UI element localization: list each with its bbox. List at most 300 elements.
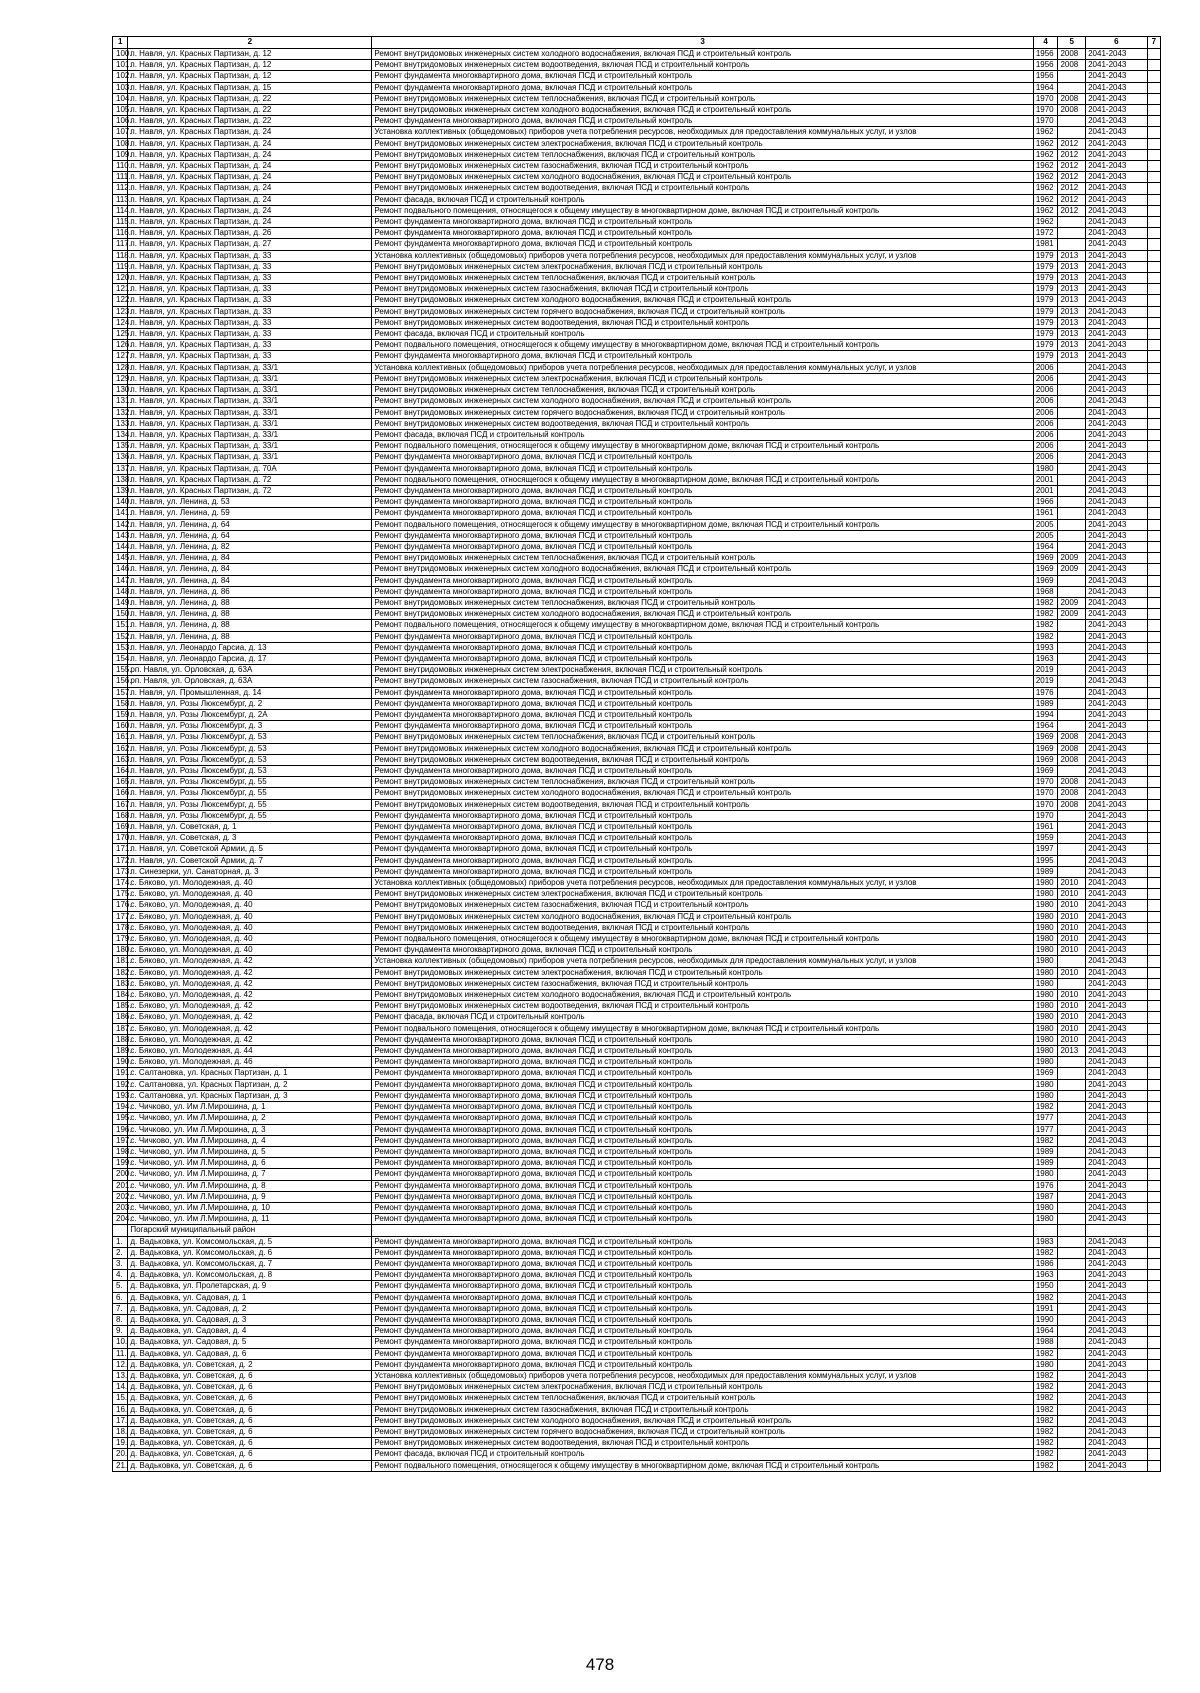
blank-cell [1147, 788, 1160, 799]
planned-period-cell: 2041-2043 [1086, 1158, 1148, 1169]
table-row [113, 1303, 1161, 1314]
row-number-cell: 130. [113, 385, 128, 396]
year-built-cell: 1982 [1033, 1247, 1058, 1258]
year-built-cell: 1982 [1033, 631, 1058, 642]
work-type-cell: Ремонт внутридомовых инженерных систем холодного водоснабжения, включая ПСД и строительный контроль [372, 295, 1033, 306]
blank-cell [1147, 1001, 1160, 1012]
address-cell: п. Навля, ул. Красных Партизан, д. 24 [128, 127, 372, 138]
planned-period-cell: 2041-2043 [1086, 1359, 1148, 1370]
row-number-cell: 151. [113, 620, 128, 631]
row-number-cell: 191. [113, 1068, 128, 1079]
table-row [113, 1270, 1161, 1281]
address-cell: п. Навля, ул. Красных Партизан, д. 33/1 [128, 385, 372, 396]
blank-cell [1147, 1158, 1160, 1169]
year-built-cell: 1969 [1033, 743, 1058, 754]
row-number-cell: 175. [113, 889, 128, 900]
work-type-cell: Ремонт внутридомовых инженерных систем холодного водоснабжения, включая ПСД и строительный контроль [372, 990, 1033, 1001]
last-repair-year-cell: 2013 [1058, 284, 1086, 295]
year-built-cell: 1980 [1033, 1001, 1058, 1012]
blank-cell [1147, 1314, 1160, 1325]
row-number-cell: 120. [113, 273, 128, 284]
work-type-cell: Ремонт фундамента многоквартирного дома, включая ПСД и строительный контроль [372, 71, 1033, 82]
table-row [113, 1404, 1161, 1415]
last-repair-year-cell [1058, 1449, 1086, 1460]
blank-cell [1147, 922, 1160, 933]
blank-cell [1147, 452, 1160, 463]
address-cell: рп. Навля, ул. Орловская, д. 63А [128, 676, 372, 687]
address-cell: д. Вадьковка, ул. Садовая, д. 6 [128, 1348, 372, 1359]
row-number-cell: 3. [113, 1258, 128, 1269]
work-type-cell: Ремонт внутридомовых инженерных систем водоотведения, включая ПСД и строительный контроль [372, 183, 1033, 194]
row-number-cell: 104. [113, 93, 128, 104]
address-cell: д. Вадьковка, ул. Советская, д. 6 [128, 1404, 372, 1415]
table-row [113, 351, 1161, 362]
row-number-cell: 7. [113, 1303, 128, 1314]
row-number-cell: 181. [113, 956, 128, 967]
table-row [113, 586, 1161, 597]
last-repair-year-cell [1058, 698, 1086, 709]
address-cell: п. Навля, ул. Красных Партизан, д. 33 [128, 317, 372, 328]
address-cell: д. Вадьковка, ул. Советская, д. 6 [128, 1449, 372, 1460]
address-cell: с. Бяково, ул. Молодежная, д. 42 [128, 978, 372, 989]
last-repair-year-cell [1058, 541, 1086, 552]
year-built-cell: 1995 [1033, 855, 1058, 866]
row-number-cell: 114. [113, 205, 128, 216]
row-number-cell: 171. [113, 844, 128, 855]
table-row [113, 1337, 1161, 1348]
blank-cell [1147, 990, 1160, 1001]
address-cell: с. Бяково, ул. Молодежная, д. 42 [128, 967, 372, 978]
row-number-cell: 178. [113, 922, 128, 933]
year-built-cell: 1969 [1033, 766, 1058, 777]
table-row [113, 597, 1161, 608]
address-cell: п. Навля, ул. Ленина, д. 64 [128, 519, 372, 530]
planned-period-cell: 2041-2043 [1086, 1191, 1148, 1202]
address-cell: п. Навля, ул. Розы Люксембург, д. 55 [128, 810, 372, 821]
year-built-cell: 1980 [1033, 956, 1058, 967]
blank-cell [1147, 239, 1160, 250]
table-row [113, 161, 1161, 172]
year-built-cell: 1970 [1033, 116, 1058, 127]
planned-period-cell: 2041-2043 [1086, 1258, 1148, 1269]
table-body [113, 49, 1161, 1472]
year-built-cell: 2006 [1033, 362, 1058, 373]
table-row [113, 866, 1161, 877]
year-built-cell: 1979 [1033, 306, 1058, 317]
address-cell: п. Навля, ул. Красных Партизан, д. 33 [128, 329, 372, 340]
planned-period-cell: 2041-2043 [1086, 329, 1148, 340]
table-cell [113, 1225, 128, 1236]
column-header: 5 [1058, 37, 1086, 49]
work-type-cell: Ремонт внутридомовых инженерных систем холодного водоснабжения, включая ПСД и строительный контроль [372, 743, 1033, 754]
planned-period-cell: 2041-2043 [1086, 317, 1148, 328]
planned-period-cell: 2041-2043 [1086, 1124, 1148, 1135]
planned-period-cell: 2041-2043 [1086, 1292, 1148, 1303]
year-built-cell: 1989 [1033, 1158, 1058, 1169]
last-repair-year-cell [1058, 1191, 1086, 1202]
row-number-cell: 119. [113, 261, 128, 272]
blank-cell [1147, 1359, 1160, 1370]
work-type-cell: Ремонт внутридомовых инженерных систем электроснабжения, включая ПСД и строительный контроль [372, 665, 1033, 676]
blank-cell [1147, 1068, 1160, 1079]
row-number-cell: 137. [113, 463, 128, 474]
blank-cell [1147, 810, 1160, 821]
last-repair-year-cell [1058, 463, 1086, 474]
work-type-cell: Ремонт подвального помещения, относящегося к общему имуществу в многоквартирном доме, включая ПСД и строительный контроль [372, 205, 1033, 216]
last-repair-year-cell [1058, 687, 1086, 698]
work-type-cell: Ремонт фундамента многоквартирного дома, включая ПСД и строительный контроль [372, 1314, 1033, 1325]
address-cell: с. Бяково, ул. Молодежная, д. 40 [128, 900, 372, 911]
planned-period-cell: 2041-2043 [1086, 620, 1148, 631]
row-number-cell: 148. [113, 586, 128, 597]
row-number-cell: 201. [113, 1180, 128, 1191]
planned-period-cell: 2041-2043 [1086, 161, 1148, 172]
row-number-cell: 1. [113, 1236, 128, 1247]
last-repair-year-cell [1058, 978, 1086, 989]
last-repair-year-cell [1058, 508, 1086, 519]
row-number-cell: 21. [113, 1460, 128, 1471]
planned-period-cell: 2041-2043 [1086, 1180, 1148, 1191]
row-number-cell: 167. [113, 799, 128, 810]
year-built-cell: 1989 [1033, 1146, 1058, 1157]
blank-cell [1147, 385, 1160, 396]
year-built-cell: 1962 [1033, 194, 1058, 205]
table-row [113, 878, 1161, 889]
row-number-cell: 110. [113, 161, 128, 172]
table-row [113, 1438, 1161, 1449]
work-type-cell: Ремонт фундамента многоквартирного дома, включая ПСД и строительный контроль [372, 1270, 1033, 1281]
row-number-cell: 126. [113, 340, 128, 351]
year-built-cell: 1964 [1033, 82, 1058, 93]
row-number-cell: 161. [113, 732, 128, 743]
row-number-cell: 118. [113, 250, 128, 261]
address-cell: с. Бяково, ул. Молодежная, д. 40 [128, 911, 372, 922]
table-row [113, 373, 1161, 384]
planned-period-cell: 2041-2043 [1086, 1090, 1148, 1101]
year-built-cell: 2006 [1033, 407, 1058, 418]
address-cell: с. Бяково, ул. Молодежная, д. 40 [128, 934, 372, 945]
year-built-cell: 1964 [1033, 721, 1058, 732]
address-cell: п. Навля, ул. Ленина, д. 64 [128, 530, 372, 541]
year-built-cell: 1977 [1033, 1124, 1058, 1135]
blank-cell [1147, 665, 1160, 676]
planned-period-cell: 2041-2043 [1086, 1303, 1148, 1314]
planned-period-cell: 2041-2043 [1086, 1393, 1148, 1404]
table-row [113, 82, 1161, 93]
address-cell: д. Вадьковка, ул. Советская, д. 6 [128, 1370, 372, 1381]
row-number-cell: 194. [113, 1102, 128, 1113]
last-repair-year-cell: 2010 [1058, 1001, 1086, 1012]
work-type-cell: Ремонт фундамента многоквартирного дома, включая ПСД и строительный контроль [372, 1090, 1033, 1101]
work-type-cell: Ремонт фундамента многоквартирного дома, включая ПСД и строительный контроль [372, 485, 1033, 496]
blank-cell [1147, 273, 1160, 284]
blank-cell [1147, 149, 1160, 160]
work-type-cell: Ремонт фундамента многоквартирного дома, включая ПСД и строительный контроль [372, 822, 1033, 833]
last-repair-year-cell [1058, 82, 1086, 93]
planned-period-cell: 2041-2043 [1086, 1001, 1148, 1012]
year-built-cell: 1979 [1033, 295, 1058, 306]
planned-period-cell: 2041-2043 [1086, 721, 1148, 732]
year-built-cell: 1982 [1033, 1426, 1058, 1437]
year-built-cell: 1980 [1033, 1023, 1058, 1034]
year-built-cell: 1982 [1033, 1415, 1058, 1426]
last-repair-year-cell [1058, 1370, 1086, 1381]
work-type-cell: Ремонт внутридомовых инженерных систем электроснабжения, включая ПСД и строительный контроль [372, 261, 1033, 272]
table-row [113, 642, 1161, 653]
work-type-cell: Ремонт подвального помещения, относящегося к общему имуществу в многоквартирном доме, включая ПСД и строительный контроль [372, 441, 1033, 452]
address-cell: п. Навля, ул. Красных Партизан, д. 33 [128, 340, 372, 351]
planned-period-cell: 2041-2043 [1086, 1113, 1148, 1124]
planned-period-cell: 2041-2043 [1086, 900, 1148, 911]
planned-period-cell: 2041-2043 [1086, 777, 1148, 788]
blank-cell [1147, 1426, 1160, 1437]
planned-period-cell: 2041-2043 [1086, 788, 1148, 799]
last-repair-year-cell [1058, 631, 1086, 642]
planned-period-cell: 2041-2043 [1086, 362, 1148, 373]
work-type-cell: Ремонт внутридомовых инженерных систем электроснабжения, включая ПСД и строительный контроль [372, 889, 1033, 900]
row-number-cell: 162. [113, 743, 128, 754]
last-repair-year-cell [1058, 1079, 1086, 1090]
address-cell: п. Навля, ул. Розы Люксембург, д. 53 [128, 743, 372, 754]
planned-period-cell: 2041-2043 [1086, 530, 1148, 541]
blank-cell [1147, 116, 1160, 127]
address-cell: п. Навля, ул. Красных Партизан, д. 33 [128, 284, 372, 295]
table-row [113, 743, 1161, 754]
row-number-cell: 144. [113, 541, 128, 552]
year-built-cell: 1970 [1033, 105, 1058, 116]
year-built-cell: 1963 [1033, 1270, 1058, 1281]
table-row [113, 575, 1161, 586]
work-type-cell: Ремонт внутридомовых инженерных систем водоотведения, включая ПСД и строительный контроль [372, 1438, 1033, 1449]
row-number-cell: 169. [113, 822, 128, 833]
blank-cell [1147, 1034, 1160, 1045]
planned-period-cell: 2041-2043 [1086, 239, 1148, 250]
year-built-cell: 2006 [1033, 373, 1058, 384]
row-number-cell: 199. [113, 1158, 128, 1169]
blank-cell [1147, 317, 1160, 328]
row-number-cell: 20. [113, 1449, 128, 1460]
last-repair-year-cell [1058, 385, 1086, 396]
year-built-cell: 1962 [1033, 161, 1058, 172]
work-type-cell: Ремонт фундамента многоквартирного дома, включая ПСД и строительный контроль [372, 631, 1033, 642]
column-header: 7 [1147, 37, 1160, 49]
blank-cell [1147, 1113, 1160, 1124]
address-cell: с. Чичково, ул. Им Л.Мирошина, д. 4 [128, 1135, 372, 1146]
row-number-cell: 192. [113, 1079, 128, 1090]
address-cell: п. Навля, ул. Красных Партизан, д. 33/1 [128, 373, 372, 384]
row-number-cell: 156. [113, 676, 128, 687]
work-type-cell: Ремонт внутридомовых инженерных систем холодного водоснабжения, включая ПСД и строительный контроль [372, 911, 1033, 922]
last-repair-year-cell [1058, 810, 1086, 821]
table-row [113, 822, 1161, 833]
row-number-cell: 187. [113, 1023, 128, 1034]
address-cell: д. Вадьковка, ул. Советская, д. 6 [128, 1438, 372, 1449]
work-type-cell: Ремонт внутридомовых инженерных систем теплоснабжения, включая ПСД и строительный контроль [372, 385, 1033, 396]
row-number-cell: 129. [113, 373, 128, 384]
year-built-cell: 1980 [1033, 1359, 1058, 1370]
row-number-cell: 183. [113, 978, 128, 989]
row-number-cell: 159. [113, 709, 128, 720]
planned-period-cell: 2041-2043 [1086, 116, 1148, 127]
blank-cell [1147, 732, 1160, 743]
table-row [113, 497, 1161, 508]
blank-cell [1147, 217, 1160, 228]
year-built-cell: 1981 [1033, 239, 1058, 250]
blank-cell [1147, 642, 1160, 653]
table-row [113, 1247, 1161, 1258]
planned-period-cell: 2041-2043 [1086, 1079, 1148, 1090]
year-built-cell: 1980 [1033, 463, 1058, 474]
last-repair-year-cell [1058, 1348, 1086, 1359]
work-type-cell: Ремонт внутридомовых инженерных систем теплоснабжения, включая ПСД и строительный контроль [372, 732, 1033, 743]
row-number-cell: 11. [113, 1348, 128, 1359]
row-number-cell: 140. [113, 497, 128, 508]
last-repair-year-cell [1058, 642, 1086, 653]
year-built-cell: 1966 [1033, 497, 1058, 508]
address-cell: д. Вадьковка, ул. Комсомольская, д. 7 [128, 1258, 372, 1269]
year-built-cell: 1982 [1033, 1135, 1058, 1146]
blank-cell [1147, 1326, 1160, 1337]
planned-period-cell: 2041-2043 [1086, 441, 1148, 452]
work-type-cell: Ремонт фундамента многоквартирного дома, включая ПСД и строительный контроль [372, 1292, 1033, 1303]
blank-cell [1147, 687, 1160, 698]
table-row [113, 922, 1161, 933]
address-cell: п. Навля, ул. Красных Партизан, д. 33 [128, 295, 372, 306]
work-type-cell: Ремонт внутридомовых инженерных систем теплоснабжения, включая ПСД и строительный контроль [372, 1393, 1033, 1404]
address-cell: п. Навля, ул. Красных Партизан, д. 24 [128, 138, 372, 149]
document-sheet [112, 36, 1161, 1472]
table-row [113, 1034, 1161, 1045]
year-built-cell: 1979 [1033, 284, 1058, 295]
last-repair-year-cell [1058, 1113, 1086, 1124]
work-type-cell: Ремонт фундамента многоквартирного дома, включая ПСД и строительный контроль [372, 1348, 1033, 1359]
section-row [113, 1225, 1161, 1236]
planned-period-cell: 2041-2043 [1086, 138, 1148, 149]
planned-period-cell: 2041-2043 [1086, 653, 1148, 664]
blank-cell [1147, 777, 1160, 788]
last-repair-year-cell [1058, 653, 1086, 664]
last-repair-year-cell [1058, 1382, 1086, 1393]
address-cell: п. Навля, ул. Советская, д. 1 [128, 822, 372, 833]
planned-period-cell: 2041-2043 [1086, 1449, 1148, 1460]
work-type-cell: Ремонт фундамента многоквартирного дома, включая ПСД и строительный контроль [372, 1326, 1033, 1337]
planned-period-cell: 2041-2043 [1086, 1236, 1148, 1247]
work-type-cell: Ремонт внутридомовых инженерных систем водоотведения, включая ПСД и строительный контроль [372, 317, 1033, 328]
planned-period-cell: 2041-2043 [1086, 911, 1148, 922]
row-number-cell: 195. [113, 1113, 128, 1124]
address-cell: п. Навля, ул. Ленина, д. 88 [128, 631, 372, 642]
address-cell: п. Навля, ул. Розы Люксембург, д. 53 [128, 766, 372, 777]
table-row [113, 1001, 1161, 1012]
table-row [113, 564, 1161, 575]
row-number-cell: 115. [113, 217, 128, 228]
year-built-cell: 1962 [1033, 127, 1058, 138]
year-built-cell: 1982 [1033, 1370, 1058, 1381]
row-number-cell: 135. [113, 441, 128, 452]
year-built-cell: 1962 [1033, 138, 1058, 149]
table-row [113, 1113, 1161, 1124]
row-number-cell: 153. [113, 642, 128, 653]
row-number-cell: 176. [113, 900, 128, 911]
work-type-cell: Ремонт внутридомовых инженерных систем газоснабжения, включая ПСД и строительный контроль [372, 900, 1033, 911]
row-number-cell: 198. [113, 1146, 128, 1157]
last-repair-year-cell [1058, 1214, 1086, 1225]
table-row [113, 1202, 1161, 1213]
table-row [113, 1426, 1161, 1437]
last-repair-year-cell: 2012 [1058, 172, 1086, 183]
address-cell: п. Навля, ул. Красных Партизан, д. 22 [128, 105, 372, 116]
year-built-cell: 1982 [1033, 620, 1058, 631]
row-number-cell: 150. [113, 609, 128, 620]
address-cell: д. Вадьковка, ул. Советская, д. 6 [128, 1415, 372, 1426]
year-built-cell: 1989 [1033, 698, 1058, 709]
work-type-cell: Ремонт фундамента многоквартирного дома, включая ПСД и строительный контроль [372, 1146, 1033, 1157]
table-row [113, 116, 1161, 127]
planned-period-cell: 2041-2043 [1086, 799, 1148, 810]
address-cell: п. Навля, ул. Ленина, д. 88 [128, 597, 372, 608]
planned-period-cell: 2041-2043 [1086, 217, 1148, 228]
year-built-cell: 1993 [1033, 642, 1058, 653]
row-number-cell: 142. [113, 519, 128, 530]
year-built-cell: 1969 [1033, 732, 1058, 743]
work-type-cell: Ремонт фундамента многоквартирного дома, включая ПСД и строительный контроль [372, 1057, 1033, 1068]
table-row [113, 945, 1161, 956]
table-row [113, 1292, 1161, 1303]
address-cell: с. Чичково, ул. Им Л.Мирошина, д. 6 [128, 1158, 372, 1169]
work-type-cell: Ремонт подвального помещения, относящегося к общему имуществу в многоквартирном доме, включая ПСД и строительный контроль [372, 519, 1033, 530]
last-repair-year-cell [1058, 620, 1086, 631]
row-number-cell: 180. [113, 945, 128, 956]
planned-period-cell: 2041-2043 [1086, 172, 1148, 183]
row-number-cell: 173. [113, 866, 128, 877]
address-cell: с. Бяково, ул. Молодежная, д. 42 [128, 1023, 372, 1034]
blank-cell [1147, 463, 1160, 474]
table-row [113, 273, 1161, 284]
blank-cell [1147, 1303, 1160, 1314]
blank-cell [1147, 429, 1160, 440]
last-repair-year-cell: 2010 [1058, 967, 1086, 978]
address-cell: п. Навля, ул. Розы Люксембург, д. 3 [128, 721, 372, 732]
work-type-cell: Установка коллективных (общедомовых) приборов учета потребления ресурсов, необходимых для предоставления коммунальных услуг, и узлов [372, 956, 1033, 967]
row-number-cell: 10. [113, 1337, 128, 1348]
year-built-cell: 1963 [1033, 653, 1058, 664]
work-type-cell: Ремонт внутридомовых инженерных систем горячего водоснабжения, включая ПСД и строительный контроль [372, 407, 1033, 418]
work-type-cell: Ремонт фундамента многоквартирного дома, включая ПСД и строительный контроль [372, 1079, 1033, 1090]
blank-cell [1147, 900, 1160, 911]
work-type-cell: Ремонт фундамента многоквартирного дома, включая ПСД и строительный контроль [372, 653, 1033, 664]
year-built-cell: 1982 [1033, 1404, 1058, 1415]
planned-period-cell: 2041-2043 [1086, 508, 1148, 519]
last-repair-year-cell: 2008 [1058, 105, 1086, 116]
work-type-cell: Установка коллективных (общедомовых) приборов учета потребления ресурсов, необходимых для предоставления коммунальных услуг, и узлов [372, 878, 1033, 889]
last-repair-year-cell [1058, 1135, 1086, 1146]
row-number-cell: 128. [113, 362, 128, 373]
last-repair-year-cell [1058, 530, 1086, 541]
blank-cell [1147, 1079, 1160, 1090]
blank-cell [1147, 631, 1160, 642]
table-row [113, 306, 1161, 317]
planned-period-cell: 2041-2043 [1086, 575, 1148, 586]
table-row [113, 844, 1161, 855]
planned-period-cell: 2041-2043 [1086, 1034, 1148, 1045]
work-type-cell: Ремонт фундамента многоквартирного дома, включая ПСД и строительный контроль [372, 1113, 1033, 1124]
work-type-cell: Ремонт фундамента многоквартирного дома, включая ПСД и строительный контроль [372, 1180, 1033, 1191]
year-built-cell: 1980 [1033, 934, 1058, 945]
planned-period-cell: 2041-2043 [1086, 1135, 1148, 1146]
table-row [113, 441, 1161, 452]
address-cell: п. Навля, ул. Красных Партизан, д. 24 [128, 149, 372, 160]
planned-period-cell: 2041-2043 [1086, 709, 1148, 720]
